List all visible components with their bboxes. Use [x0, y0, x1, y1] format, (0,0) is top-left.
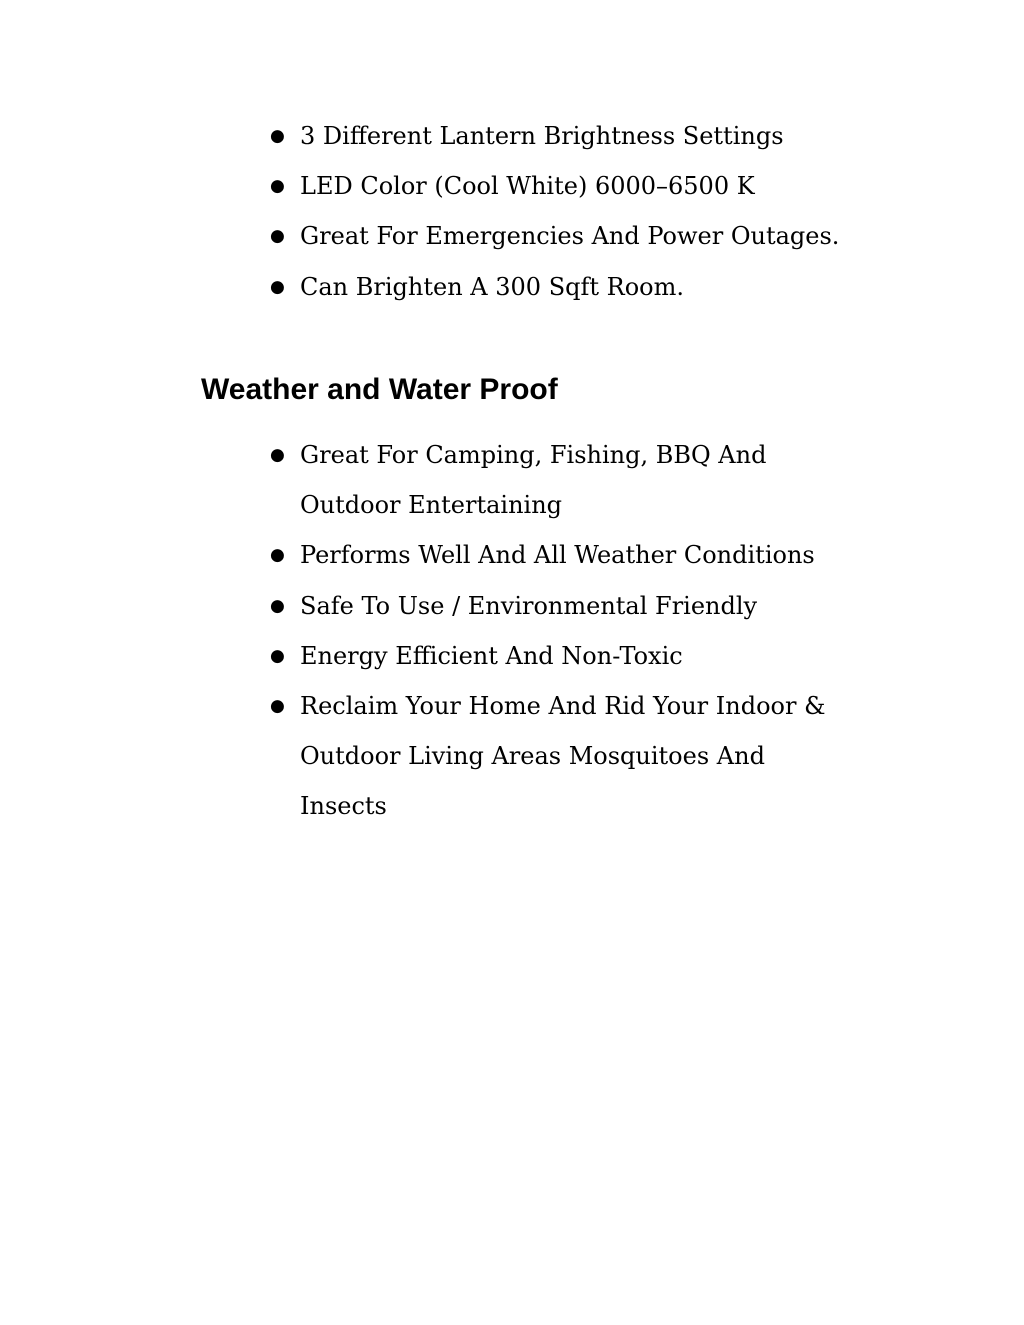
list-item-text: Safe To Use / Environmental Friendly: [300, 591, 758, 620]
list-item-text: Great For Emergencies And Power Outages.: [300, 222, 840, 251]
list-item-text: Great For Camping, Fishing, BBQ And Outdoor Entertaining: [300, 441, 767, 520]
weather-feature-list: [270, 430, 870, 832]
list-item: [270, 262, 870, 312]
list-item: [270, 161, 870, 211]
list-item: [270, 111, 870, 161]
list-item: [270, 631, 870, 681]
bullet-icon: ●: [270, 176, 285, 197]
bullet-icon: ●: [270, 645, 285, 666]
bullet-icon: ●: [270, 276, 285, 297]
bullet-icon: ●: [270, 445, 285, 465]
bullet-icon: ●: [270, 696, 285, 717]
list-item-text: 3 Different Lantern Brightness Settings: [300, 122, 784, 150]
list-item: [270, 530, 870, 580]
list-item-text: Performs Well And All Weather Conditions: [300, 541, 815, 570]
bullet-icon: ●: [270, 595, 285, 616]
list-item-text: Reclaim Your Home And Rid Your Indoor & Outdoor Living Areas Mosquitoes And Insects: [300, 692, 826, 821]
list-item-text: Can Brighten A 300 Sqft Room.: [300, 272, 685, 301]
bullet-icon: ●: [270, 545, 285, 566]
list-item: [270, 211, 870, 261]
feature-list: [270, 111, 870, 312]
section-heading: Weather and Water Proof: [201, 373, 558, 406]
list-item-text: LED Color (Cool White) 6000–6500 K: [300, 172, 755, 201]
list-item-text: Energy Efficient And Non-Toxic: [300, 641, 683, 670]
list-item: [270, 581, 870, 631]
bullet-icon: ●: [270, 226, 285, 247]
bullet-icon: ●: [270, 126, 285, 146]
list-item: [270, 681, 870, 832]
list-item: [270, 430, 870, 530]
